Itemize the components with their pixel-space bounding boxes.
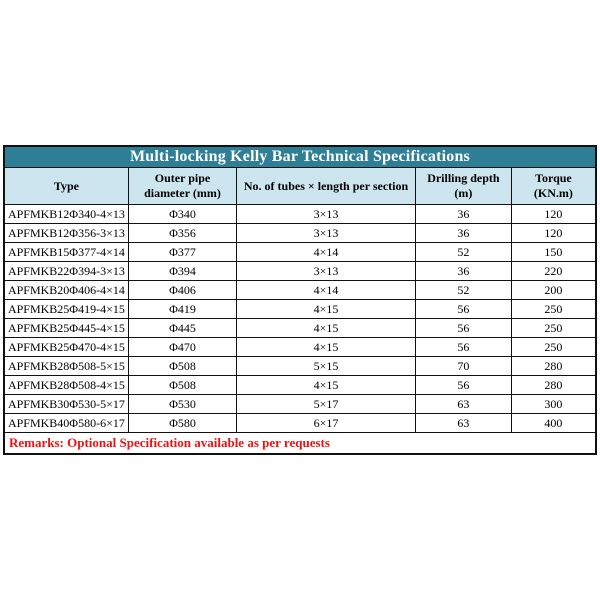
table-cell: 4×15 xyxy=(237,319,416,338)
table-cell: APFMKB25Φ419-4×15 xyxy=(4,300,128,319)
table-cell: APFMKB25Φ445-4×15 xyxy=(4,319,128,338)
table-cell: Φ580 xyxy=(128,414,236,433)
table-row xyxy=(4,338,596,357)
table-header-row xyxy=(4,168,596,205)
table-cell: 150 xyxy=(511,243,596,262)
table-cell: 4×15 xyxy=(237,376,416,395)
table-body xyxy=(4,205,596,433)
table-cell: Φ445 xyxy=(128,319,236,338)
table-row xyxy=(4,300,596,319)
table-cell: Φ377 xyxy=(128,243,236,262)
table-cell: 56 xyxy=(415,376,511,395)
table-cell: Φ508 xyxy=(128,357,236,376)
table-cell: Φ470 xyxy=(128,338,236,357)
kelly-bar-spec-table xyxy=(3,145,597,455)
table-cell: 4×14 xyxy=(237,281,416,300)
table-cell: 280 xyxy=(511,357,596,376)
table-cell: APFMKB12Φ340-4×13 xyxy=(4,205,128,224)
table-cell: Φ356 xyxy=(128,224,236,243)
table-cell: APFMKB30Φ530-5×17 xyxy=(4,395,128,414)
table-cell: APFMKB12Φ356-3×13 xyxy=(4,224,128,243)
column-header-tubes-length: No. of tubes × length per section xyxy=(237,168,416,205)
table-cell: 6×17 xyxy=(237,414,416,433)
table-cell: APFMKB15Φ377-4×14 xyxy=(4,243,128,262)
table-cell: 52 xyxy=(415,281,511,300)
table-cell: 70 xyxy=(415,357,511,376)
table-cell: 56 xyxy=(415,300,511,319)
column-header-type: Type xyxy=(4,168,128,205)
table-cell: APFMKB20Φ406-4×14 xyxy=(4,281,128,300)
remarks-text: Remarks: Optional Specification available as per requests xyxy=(4,433,596,455)
table-cell: 56 xyxy=(415,319,511,338)
table-cell: Φ340 xyxy=(128,205,236,224)
table-cell: Φ508 xyxy=(128,376,236,395)
table-row xyxy=(4,395,596,414)
table-cell: 250 xyxy=(511,338,596,357)
table-cell: Φ394 xyxy=(128,262,236,281)
table-cell: 400 xyxy=(511,414,596,433)
table-row xyxy=(4,414,596,433)
table-cell: 280 xyxy=(511,376,596,395)
table-title: Multi-locking Kelly Bar Technical Specifications xyxy=(4,146,596,168)
table-row xyxy=(4,357,596,376)
table-row xyxy=(4,224,596,243)
table-cell: APFMKB25Φ470-4×15 xyxy=(4,338,128,357)
table-cell: 5×15 xyxy=(237,357,416,376)
table-cell: Φ406 xyxy=(128,281,236,300)
table-cell: 250 xyxy=(511,319,596,338)
table-title-row xyxy=(4,146,596,168)
table-cell: 56 xyxy=(415,338,511,357)
table-cell: APFMKB28Φ508-5×15 xyxy=(4,357,128,376)
table-row xyxy=(4,281,596,300)
table-cell: 36 xyxy=(415,224,511,243)
table-cell: APFMKB28Φ508-4×15 xyxy=(4,376,128,395)
remarks-row xyxy=(4,433,596,455)
table-cell: 250 xyxy=(511,300,596,319)
table-cell: 4×15 xyxy=(237,300,416,319)
table-cell: APFMKB22Φ394-3×13 xyxy=(4,262,128,281)
table-cell: 36 xyxy=(415,205,511,224)
table-cell: 120 xyxy=(511,224,596,243)
table-cell: 63 xyxy=(415,414,511,433)
table-cell: 3×13 xyxy=(237,224,416,243)
table-cell: Φ419 xyxy=(128,300,236,319)
table-cell: 220 xyxy=(511,262,596,281)
table-cell: 4×15 xyxy=(237,338,416,357)
column-header-drilling-depth: Drilling depth (m) xyxy=(415,168,511,205)
table-cell: 36 xyxy=(415,262,511,281)
table-cell: Φ530 xyxy=(128,395,236,414)
column-header-outer-pipe-diameter: Outer pipe diameter (mm) xyxy=(128,168,236,205)
table-row xyxy=(4,262,596,281)
table-cell: 63 xyxy=(415,395,511,414)
table-row xyxy=(4,376,596,395)
table-cell: 300 xyxy=(511,395,596,414)
table-cell: 52 xyxy=(415,243,511,262)
table-cell: 3×13 xyxy=(237,262,416,281)
table-cell: 4×14 xyxy=(237,243,416,262)
table-row xyxy=(4,205,596,224)
table-cell: 200 xyxy=(511,281,596,300)
table-cell: APFMKB40Φ580-6×17 xyxy=(4,414,128,433)
table-row xyxy=(4,243,596,262)
table-cell: 3×13 xyxy=(237,205,416,224)
table-cell: 5×17 xyxy=(237,395,416,414)
table-cell: 120 xyxy=(511,205,596,224)
table-row xyxy=(4,319,596,338)
column-header-torque: Torque (KN.m) xyxy=(511,168,596,205)
